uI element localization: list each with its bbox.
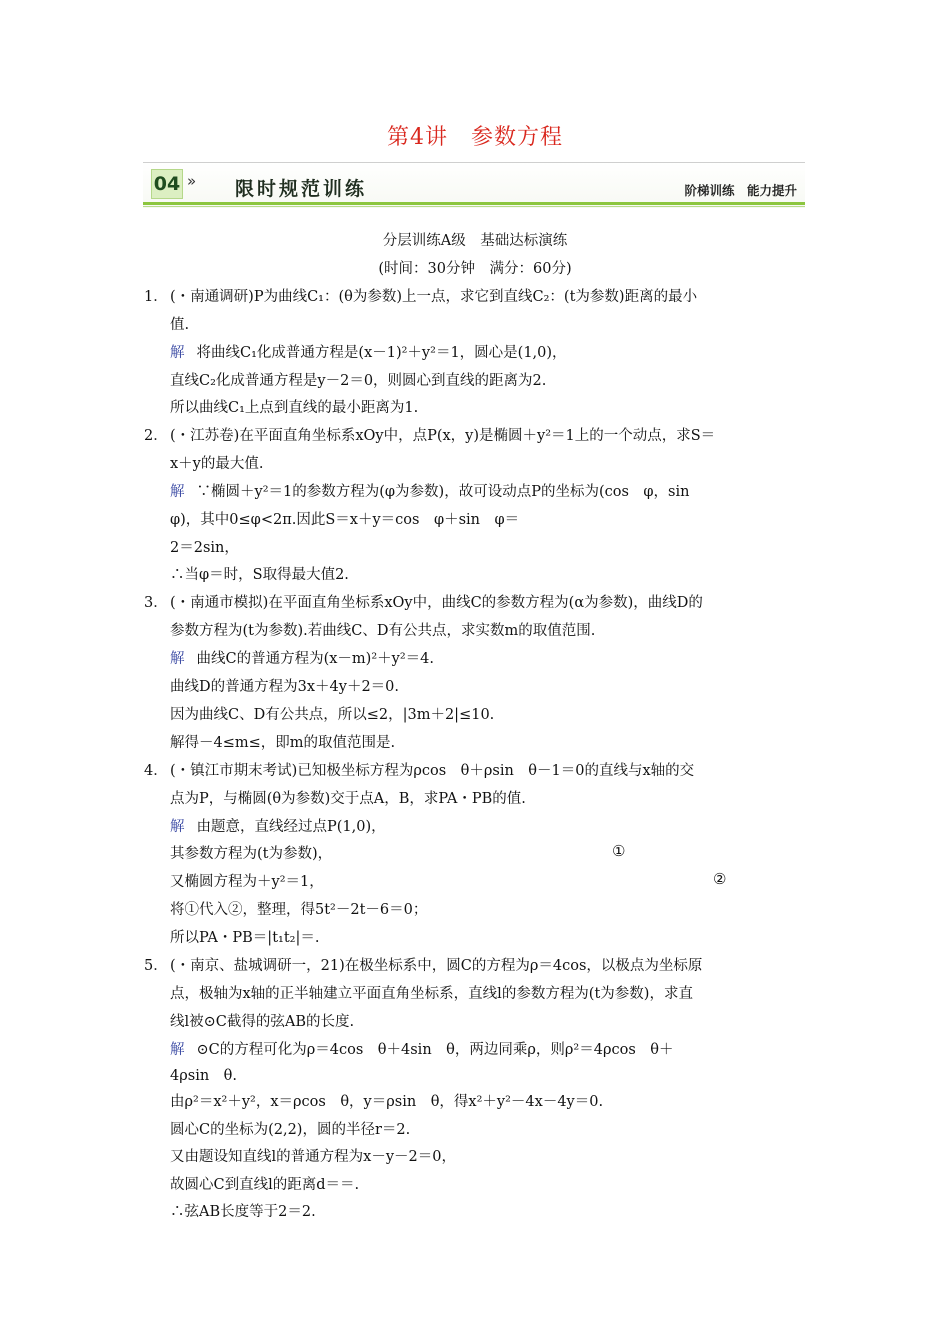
question-line: (・南通调研)P为曲线C₁：(θ为参数)上一点，求它到直线C₂：(t为参数)距离的最小 bbox=[170, 289, 698, 305]
chevron-right-icon: » bbox=[187, 172, 197, 190]
banner-title: 限时规范训练 bbox=[235, 178, 368, 200]
solution-line: 因为曲线C、D有公共点，所以≤2，|3m＋2|≤10. bbox=[170, 707, 495, 723]
solution-line: φ)，其中0≤φ<2π.因此S＝x＋y＝cos φ＋sin φ＝ bbox=[170, 512, 520, 528]
problem-number: 2． bbox=[144, 428, 168, 444]
solution-line: 圆心C的坐标为(2,2)，圆的半径r＝2. bbox=[170, 1122, 411, 1138]
solution-line: 曲线D的普通方程为3x＋4y＋2＝0. bbox=[170, 679, 400, 695]
question-line: x＋y的最大值. bbox=[170, 456, 264, 472]
solution-line: 由ρ²＝x²＋y²，x＝ρcos θ，y＝ρsin θ，得x²＋y²－4x－4y＝0. bbox=[170, 1094, 604, 1110]
time-score-subtitle: (时间：30分钟 满分：60分) bbox=[378, 261, 572, 277]
solution-line: 解 ⊙C的方程可化为ρ＝4cos θ＋4sin θ，两边同乘ρ，则ρ²＝4ρcos θ＋ bbox=[170, 1042, 674, 1058]
question-line: (・镇江市期末考试)已知极坐标方程为ρcos θ＋ρsin θ－1＝0的直线与x轴的交 bbox=[170, 763, 695, 779]
level-subtitle: 分层训练A级 基础达标演练 bbox=[382, 233, 568, 249]
solution-line: 4ρsin θ. bbox=[170, 1068, 238, 1084]
solution-label: 解 bbox=[170, 345, 185, 361]
page-title: 第4讲 参数方程 bbox=[387, 125, 563, 150]
solution-label: 解 bbox=[170, 1042, 185, 1058]
question-line: 值. bbox=[170, 317, 190, 333]
solution-line: 故圆心C到直线l的距离d＝＝. bbox=[170, 1177, 360, 1193]
problem-number: 3． bbox=[144, 595, 168, 611]
question-line: (・江苏卷)在平面直角坐标系xOy中，点P(x，y)是椭圆＋y²＝1上的一个动点，求S＝ bbox=[170, 428, 716, 444]
solution-line: 又由题设知直线l的普通方程为x－y－2＝0， bbox=[170, 1149, 456, 1165]
solution-line: 解 曲线C的普通方程为(x－m)²＋y²＝4. bbox=[170, 651, 434, 667]
question-line: 点，极轴为x轴的正半轴建立平面直角坐标系，直线l的参数方程为(t为参数)，求直 bbox=[170, 986, 693, 1002]
solution-line: 又椭圆方程为＋y²＝1， bbox=[170, 874, 324, 890]
equation-mark: ① bbox=[612, 842, 626, 860]
solution-line: 解得－4≤m≤，即m的取值范围是. bbox=[170, 735, 396, 751]
question-line: (・南京、盐城调研一，21)在极坐标系中，圆C的方程为ρ＝4cos，以极点为坐标原 bbox=[170, 958, 703, 974]
equation-mark: ② bbox=[713, 870, 727, 888]
solution-label: 解 bbox=[170, 651, 185, 667]
solution-label: 解 bbox=[170, 484, 185, 500]
section-number-badge: 04 bbox=[151, 169, 183, 199]
solution-line: 所以曲线C₁上点到直线的最小距离为1. bbox=[170, 400, 419, 416]
problem-number: 4． bbox=[144, 763, 168, 779]
banner-slogan: 阶梯训练 能力提升 bbox=[684, 183, 797, 198]
solution-line: ∴弦AB长度等于2＝2. bbox=[170, 1204, 316, 1220]
question-line: 点为P，与椭圆(θ为参数)交于点A，B，求PA・PB的值. bbox=[170, 791, 526, 807]
solution-label: 解 bbox=[170, 819, 185, 835]
question-line: 线l被⊙C截得的弦AB的长度. bbox=[170, 1014, 355, 1030]
solution-line: ∴当φ＝时，S取得最大值2. bbox=[170, 567, 349, 583]
solution-line: 直线C₂化成普通方程是y－2＝0，则圆心到直线的距离为2. bbox=[170, 373, 547, 389]
solution-line: 2＝2sin， bbox=[170, 540, 239, 556]
solution-line: 解 ∵椭圆＋y²＝1的参数方程为(φ为参数)，故可设动点P的坐标为(cos φ，sin bbox=[170, 484, 690, 500]
solution-line: 解 由题意，直线经过点P(1,0)， bbox=[170, 819, 386, 835]
question-line: (・南通市模拟)在平面直角坐标系xOy中，曲线C的参数方程为(α为参数)，曲线D的 bbox=[170, 595, 703, 611]
problem-number: 5． bbox=[144, 958, 168, 974]
solution-line: 其参数方程为(t为参数)， bbox=[170, 846, 333, 862]
problem-number: 1． bbox=[144, 289, 168, 305]
question-line: 参数方程为(t为参数).若曲线C、D有公共点，求实数m的取值范围. bbox=[170, 623, 596, 639]
solution-line: 将①代入②，整理，得5t²－2t－6＝0； bbox=[170, 902, 428, 918]
solution-line: 所以PA・PB＝|t₁t₂|＝. bbox=[170, 930, 320, 946]
solution-line: 解 将曲线C₁化成普通方程是(x－1)²＋y²＝1，圆心是(1,0)， bbox=[170, 345, 567, 361]
